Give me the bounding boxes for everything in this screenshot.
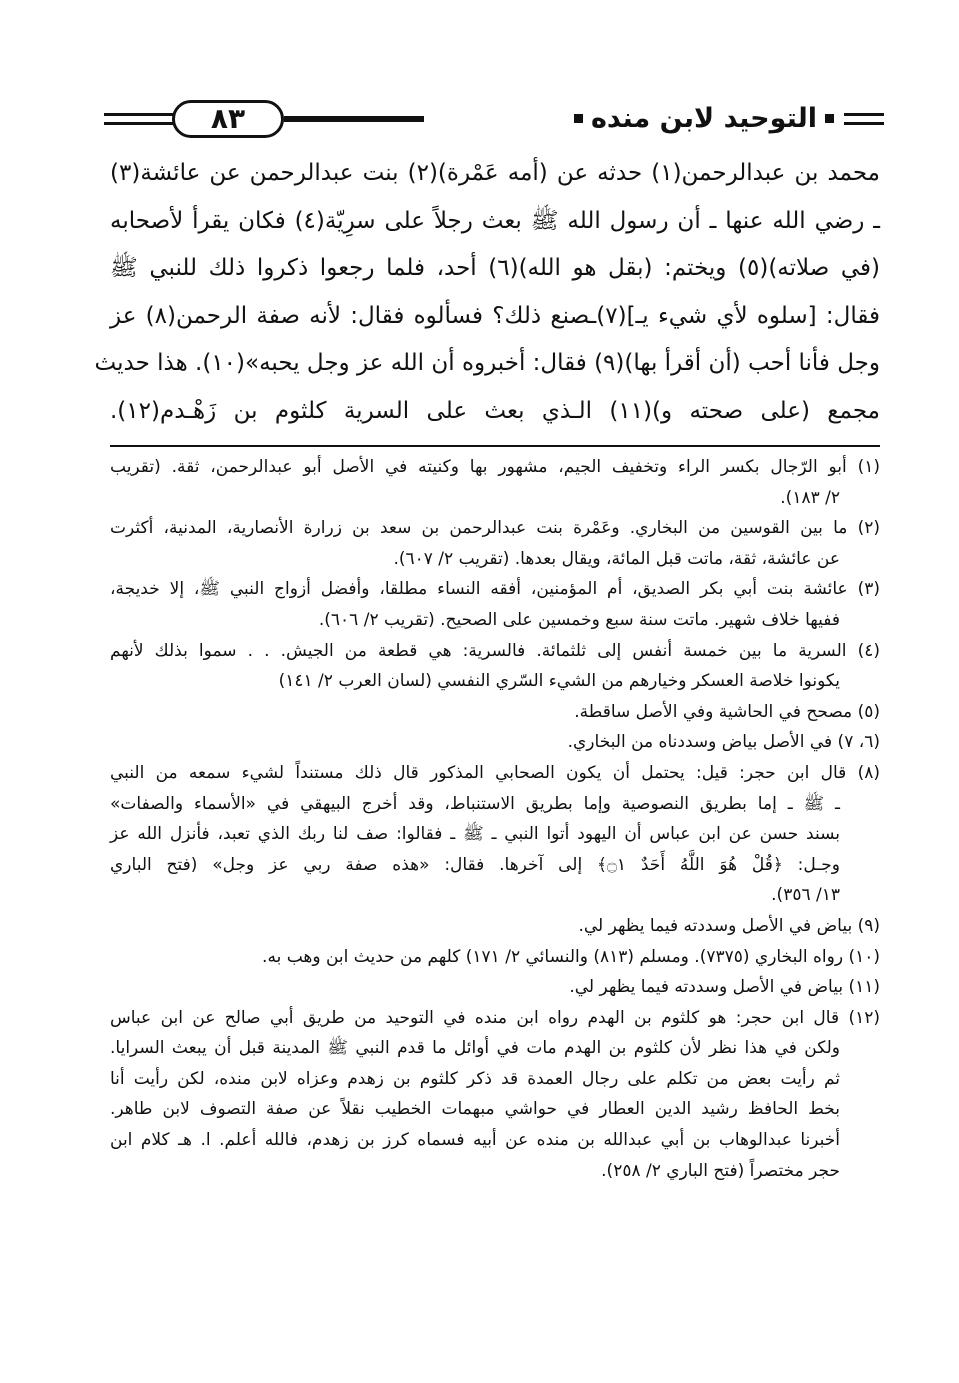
- main-text-line: (في صلاته)(٥) ويختم: (بقل هو الله)(٦) أحد، فلما رجعوا ذكروا ذلك للنبي ﷺ: [110, 255, 880, 281]
- footnote-line: بسند حسن عن ابن عباس أن اليهود أتوا النبي ـ ﷺ ـ فقالوا: صف لنا ربك الذي تعبد، فأنزل الله عز: [110, 824, 840, 845]
- footnote-line: (٦، ٧) في الأصل بياض وسددناه من البخاري.: [567, 732, 880, 753]
- footnote-divider: [110, 445, 880, 447]
- footnotes: [110, 452, 880, 1186]
- header-rule-left: [104, 113, 174, 125]
- footnote-line: ١٣/ ٣٥٦).: [771, 885, 840, 906]
- footnote-line: (٨) قال ابن حجر: قيل: يحتمل أن يكون الصحابي المذكور قال ذلك مستنداً لشيء سمعه من النبي: [110, 762, 880, 783]
- title-square-ornament: [574, 114, 583, 123]
- footnote-line: ٢/ ١٨٣).: [780, 487, 840, 508]
- footnote-line: وجـل: ﴿قُلْ هُوَ اللَّهُ أَحَدٌ ۝١﴾ إلى آخرها. فقال: «هذه صفة ربي عز وجل» (فتح الباري: [110, 854, 840, 875]
- book-title: التوحيد لابن منده: [590, 102, 817, 134]
- footnote-line: (٩) بياض في الأصل وسددته فيما يظهر لي.: [578, 915, 880, 936]
- main-text-line: فقال: [سلوه لأي شيء يـ](٧)ـصنع ذلك؟ فسألوه فقال: لأنه صفة الرحمن(٨) عز: [110, 302, 880, 329]
- footnote-line: (١١) بياض في الأصل وسددته فيما يظهر لي.: [569, 977, 880, 998]
- footnote-line: (١٢) قال ابن حجر: هو كلثوم بن الهدم رواه ابن منده في التوحيد من طريق أبي صالح عن ابن عباس: [110, 1007, 880, 1028]
- main-text: [94, 150, 880, 435]
- title-square-ornament: [825, 114, 834, 123]
- footnote-line: ففيها خلاف شهير. ماتت سنة سبع وخمسين على الصحيح. (تقريب ٢/ ٦٠٦).: [318, 609, 840, 630]
- footnote-line: ثم رأيت بعض من تكلم على رجال العمدة قد ذكر كلثوم بن زهدم وعزاه لابن منده، لكن رأيت أنا: [110, 1068, 840, 1089]
- footnote-line: ـ ﷺ ـ إما بطريق النصوصية وإما بطريق الاستنباط، وقد أخرج البيهقي في «الأسماء والصفات»: [110, 793, 840, 814]
- main-text-line: محمد بن عبدالرحمن(١) حدثه عن (أمه عَمْرة)(٢) بنت عبدالرحمن عن عائشة(٣): [110, 160, 880, 186]
- page-number: ٨٣: [210, 102, 246, 135]
- footnote-line: (١٠) رواه البخاري (٧٣٧٥). ومسلم (٨١٣) والنسائي ٢/ ١٧١) كلهم من حديث ابن وهب به.: [262, 946, 880, 967]
- footnote-line: (٤) السرية ما بين خمسة أنفس إلى ثلثمائة. فالسرية: هي قطعة من الجيش. . . سموا بذلك لأنهم: [110, 640, 880, 661]
- page-header: [104, 92, 884, 152]
- page-number-frame: [172, 100, 284, 138]
- header-rule-middle: [284, 116, 424, 122]
- footnote-line: يكونوا خلاصة العسكر وخيارهم من الشيء السّري النفسي (لسان العرب ٢/ ١٤١): [278, 671, 840, 692]
- footnote-line: حجر مختصراً (فتح الباري ٢/ ٢٥٨).: [601, 1160, 840, 1181]
- running-title: [574, 98, 834, 138]
- footnote-line: بخط الحافظ رشيد الدين العطار في حواشي مبهمات الخطيب نقلاً عن صفة التصوف لابن طاهر.: [110, 1099, 840, 1120]
- main-text-line: مجمع (على صحته و)(١١) الـذي بعث على السرية كلثوم بن زَهْـدم(١٢).: [110, 397, 880, 424]
- footnote-line: (٣) عائشة بنت أبي بكر الصديق، أم المؤمنين، أفقه النساء مطلقا، وأفضل أزواج النبي ﷺ، إلا خديجة،: [110, 579, 880, 600]
- footnote-line: (٢) ما بين القوسين من البخاري. وعَمْرة بنت عبدالرحمن بن سعد بن زرارة الأنصارية، المدنية، أكثرت: [110, 518, 880, 539]
- footnote-line: (٥) مصحح في الحاشية وفي الأصل ساقطة.: [574, 701, 880, 722]
- main-text-line: ـ رضي الله عنها ـ أن رسول الله ﷺ بعث رجلاً على سرِيّة(٤) فكان يقرأ لأصحابه: [110, 207, 880, 234]
- footnote-line: عن عائشة، ثقة، ماتت قبل المائة، ويقال بعدها. (تقريب ٢/ ٦٠٧).: [393, 548, 840, 569]
- footnote-line: (١) أبو الرّجال بكسر الراء وتخفيف الجيم، مشهور بها وكنيته في الأصل أبو عبدالرحمن، ثقة. (تقريب: [110, 457, 880, 477]
- header-rule-right: [844, 113, 884, 125]
- footnote-line: أخبرنا عبدالوهاب بن أبي عبدالله بن منده عن أبيه فسماه كرز بن زهدم، فالله أعلم. ا. هـ كلام ابن: [110, 1130, 840, 1151]
- main-text-line: وجل فأنا أحب (أن أقرأ بها)(٩) فقال: أخبروه أن الله عز وجل يحبه»(١٠). هذا حديث: [94, 350, 880, 376]
- footnote-line: ولكن في هذا نظر لأن كلثوم بن الهدم مات في أوائل ما قدم النبي ﷺ المدينة قبل أن يبعث السرايا.: [110, 1038, 840, 1059]
